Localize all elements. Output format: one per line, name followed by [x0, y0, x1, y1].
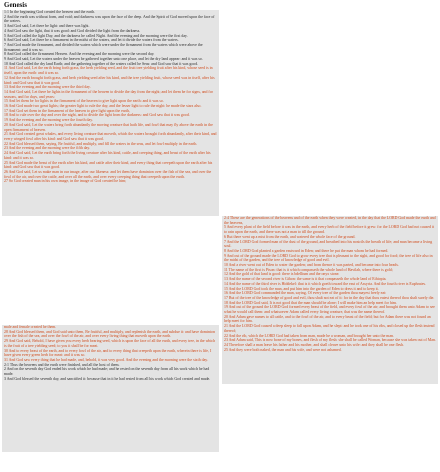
verse-text: 13 And the evening and the morning were the third day.: [4, 85, 91, 90]
verse-text: 24 And God said, Let the earth bring forth the living creature after his kind, cattle, and creeping thing, and beast of the earth after his kind: and it was so.: [4, 151, 211, 160]
verse-text: 2 And the earth was without form, and void; and darkness was upon the face of the deep. And the Spirit of God moved upon the face of the waters.: [4, 14, 215, 24]
verse-text: 21 And the LORD God caused a deep sleep to fall upon Adam, and he slept: and he took one of his ribs, and closed up the flesh instead thereof;: [224, 324, 435, 333]
text-panel-genesis-2: [222, 216, 438, 384]
verse-text: 16 And God made two great lights; the greater light to rule the day, and the lesser light to rule the night: he made the stars also.: [4, 104, 202, 109]
verse-text: 20 And Adam gave names to all cattle, and to the fowl of the air, and to every beast of the field; but for Adam there was not found an help meet for him.: [224, 314, 431, 324]
verse-text: male and female created he them.: [4, 325, 57, 329]
verse-text: 25 And God made the beast of the earth after his kind, and cattle after their kind, and every thing that creepeth upon the earth after his kind: and God saw that it was good.: [4, 160, 213, 170]
verse-text: 28 And God blessed them, and God said unto them, Be fruitful, and multiply, and replenish the earth, and subdue it: and have dominion over the fish of the sea, and over the fowl of the air, and over every living thing that moveth upon the earth.: [4, 329, 215, 339]
verse-text: 1:1 In the beginning God created the heaven and the earth.: [4, 10, 96, 14]
verse-text: 7 And the LORD God formed man of the dust of the ground, and breathed into his nostrils the breath of life; and man became a living soul.: [224, 239, 433, 249]
verse-text: 8 And God called the firmament Heaven. And the evening and the morning were the second day.: [4, 52, 155, 57]
verse-text: 6 But there went up a mist from the earth, and watered the whole face of the ground.: [224, 234, 356, 239]
text-panel-genesis-1-end: [2, 325, 219, 452]
text-panel-genesis-1: [2, 10, 219, 216]
verse-text: 17 But of the tree of the knowledge of good and evil, thou shalt not eat of it: for in the day that thou eatest thereof thou shalt surely die.: [224, 295, 435, 300]
verse-text: 26 And God said, Let us make man in our image, after our likeness: and let them have dominion over the fish of the sea, and over the fowl of the air, and over the cattle, and over all the earth, and over every creeping thing that creepeth upon the earth.: [4, 169, 212, 179]
verse-text: 2:4 These are the generations of the heavens and of the earth when they were created, in the day that the LORD God made the earth and the heavens,: [224, 216, 436, 225]
verse-text: 22 And God blessed them, saying, Be fruitful, and multiply, and fill the waters in the seas, and let fowl multiply in the earth.: [4, 141, 198, 146]
verse-text: 18 And to rule over the day and over the night, and to divide the light from the darkness: and God saw that it was good.: [4, 113, 190, 118]
verse-text: 7 And God made the firmament, and divided the waters which were under the firmament from the waters which were above the firmament: and it was so.: [4, 42, 203, 52]
verse-text: 11 And God said, Let the earth bring forth grass, the herb yielding seed, and the fruit tree yielding fruit after his kind, whose seed is in itself, upon the earth: and it was so.: [4, 66, 213, 76]
verse-text: 8 And the LORD God planted a garden eastward in Eden; and there he put the man whom he had formed.: [224, 248, 389, 253]
verse-text: 6 And God said, Let there be a firmament in the midst of the waters, and let it divide the waters from the waters.: [4, 38, 179, 43]
verse-text: 25 And they were both naked, the man and his wife, and were not ashamed.: [224, 347, 342, 352]
verse-text: 12 And the earth brought forth grass, and herb yielding seed after his kind, and the tree yielding fruit, whose seed was in itself, after his kind: and God saw that it was good.: [4, 75, 215, 85]
verse-text: 10 And a river went out of Eden to water the garden; and from thence it was parted, and became into four heads.: [224, 263, 399, 268]
verse-text: 23 And the evening and the morning were the fifth day.: [4, 146, 91, 151]
verse-text: 2:1 Thus the heavens and the earth were finished, and all the host of them.: [4, 362, 120, 367]
verse-text: 20 And God said, Let the waters bring forth abundantly the moving creature that hath life, and fowl that may fly above the earth in the open firmament of heaven.: [4, 122, 213, 132]
verse-text: 5 And God called the light Day, and the darkness he called Night. And the evening and the morning were the first day.: [4, 33, 188, 38]
verse-text: 3 And God said, Let there be light: and there was light.: [4, 24, 90, 29]
verse-text: 31 And God saw every thing that he had made, and, behold, it was very good. And the evening and the morning were the sixth day.: [4, 357, 208, 362]
verse-text: 2 And on the seventh day God ended his work which he had made; and he rested on the seventh day from all his work which he had made.: [4, 367, 210, 377]
verse-text: 17 And God set them in the firmament of the heaven to give light upon the earth,: [4, 108, 130, 113]
book-title: Genesis: [4, 1, 27, 9]
verse-text: 3 And God blessed the seventh day, and sanctified it: because that in it he had rested from all his work which God created and made.: [4, 376, 211, 381]
verse-text: 10 And God called the dry land Earth; and the gathering together of the waters called he Seas: and God saw that it was good.: [4, 61, 199, 66]
verse-text: 14 And the name of the third river is Hiddekel: that is it which goeth toward the east of Assyria. And the fourth river is Euphrates.: [224, 281, 426, 286]
verse-text: 12 And the gold of that land is good: there is bdellium and the onyx stone.: [224, 272, 340, 277]
verse-text: 30 And to every beast of the earth, and to every fowl of the air, and to every thing that creepeth upon the earth, wherein there is life, I have given every green herb for meat: and it was so.: [4, 348, 212, 358]
verse-text: 15 And the LORD God took the man, and put him into the garden of Eden to dress it and to keep it.: [224, 286, 379, 291]
verse-text: 9 And out of the ground made the LORD God to grow every tree that is pleasant to the sight, and good for food; the tree of life also in the midst of the garden, and the tree of knowledge of good and evil.: [224, 253, 433, 263]
verse-text: 23 And Adam said, This is now bone of my bones, and flesh of my flesh: she shall be called Woman, because she was taken out of Man.: [224, 338, 436, 343]
verse-text: 11 The name of the first is Pison: that is it which compasseth the whole land of Havilah, where there is gold;: [224, 267, 393, 272]
verse-text: 14 And God said, Let there be lights in the firmament of the heaven to divide the day from the night; and let them be for signs, and for seasons, and for days, and years:: [4, 89, 213, 99]
verse-text: 9 And God said, Let the waters under the heaven be gathered together unto one place, and let the dry land appear: and it was so.: [4, 57, 203, 62]
verse-text: 29 And God said, Behold, I have given you every herb bearing seed, which is upon the face of all the earth, and every tree, in the which is the fruit of a tree yielding seed; to you it shall be for meat.: [4, 339, 216, 348]
verse-text: 16 And the LORD God commanded the man, saying, Of every tree of the garden thou mayest freely eat:: [224, 291, 387, 296]
verse-text: 22 And the rib, which the LORD God had taken from man, made he a woman, and brought her unto the man.: [224, 333, 394, 338]
verse-text: 19 And the evening and the morning were the fourth day.: [4, 118, 93, 123]
verse-text: 15 And let them be for lights in the firmament of the heaven to give light upon the earth: and it was so.: [4, 99, 164, 104]
verse-text: 21 And God created great whales, and every living creature that moveth, which the waters brought forth abundantly, after their kind, and every winged fowl after his kind: and God saw that it was good.: [4, 132, 217, 141]
verse-text: 13 And the name of the second river is Gihon: the same is it that compasseth the whole land of Ethiopia.: [224, 277, 387, 282]
verse-text: 18 And the LORD God said, It is not good that the man should be alone; I will make him an help meet for him.: [224, 300, 397, 305]
verse-text: 4 And God saw the light, that it was good: and God divided the light from the darkness.: [4, 28, 141, 33]
verse-text: 5 And every plant of the field before it was in the earth, and every herb of the field before it grew: for the LORD God had not caused it to rain upon the earth, and there was not a man to till the ground.: [224, 225, 435, 235]
verse-text: 27 So God created man in his own image, in the image of God created he him;: [4, 179, 127, 184]
verse-text: 24 Therefore shall a man leave his father and his mother, and shall cleave unto his wife: and they shall be one flesh.: [224, 342, 404, 347]
verse-text: 19 And out of the ground the LORD God formed every beast of the field, and every fowl of the air; and brought them unto Adam to see what he would call them: and whatsoever Adam called every living creature, that was the name thereof.: [224, 305, 435, 315]
